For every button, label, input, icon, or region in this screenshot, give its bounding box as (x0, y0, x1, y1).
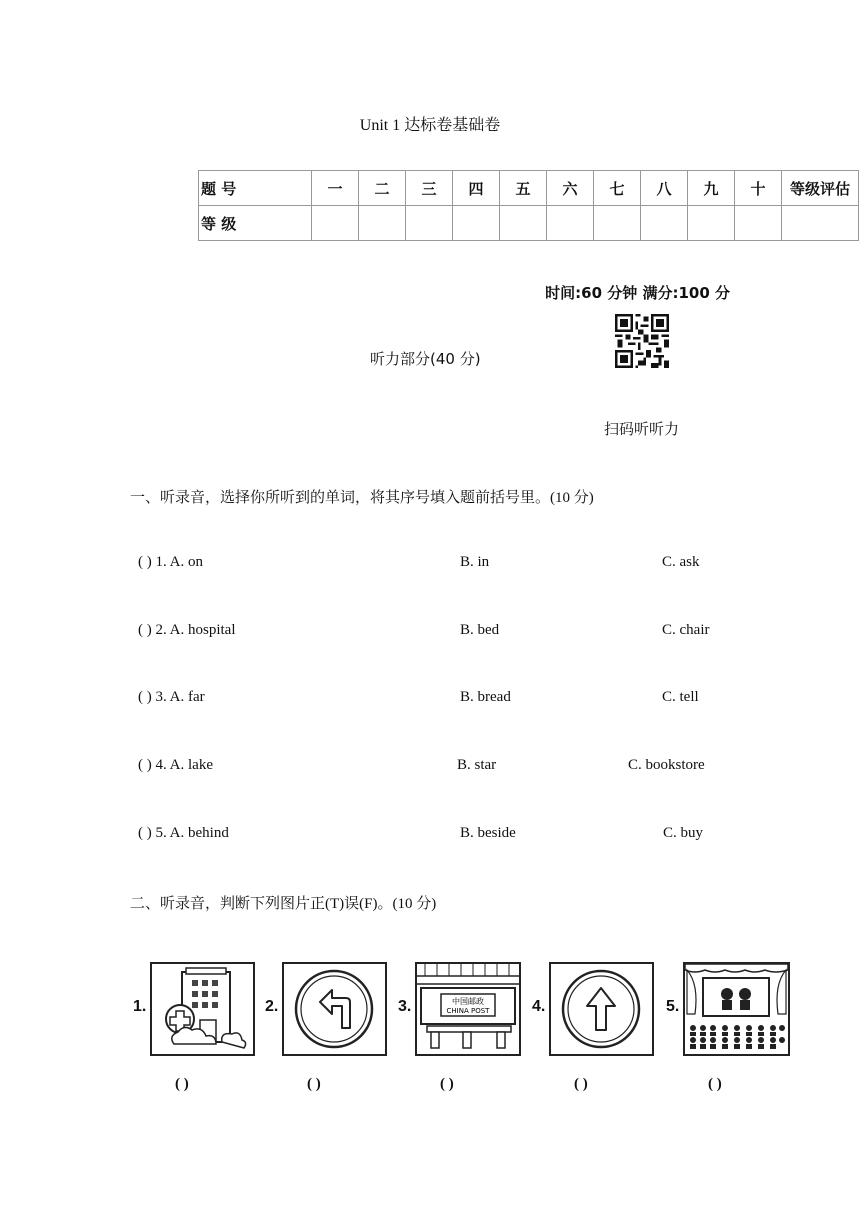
question-1-option-b: B. in (460, 554, 490, 570)
time-info: 时间:60 分钟 满分:100 分 (545, 284, 730, 302)
grade-table (198, 170, 859, 241)
picture-5-answer-blank[interactable]: ( ) (708, 1076, 722, 1092)
picture-2-number: 2. (265, 998, 279, 1015)
question-2-option-b: B. bed (460, 622, 500, 638)
grade-cell[interactable] (359, 206, 406, 241)
question-4-option-c: C. bookstore (628, 757, 705, 773)
grade-cell[interactable] (500, 206, 547, 241)
question-1-option-c: C. ask (662, 554, 700, 570)
column-9: 九 (688, 171, 735, 206)
column-3: 三 (406, 171, 453, 206)
picture-5-number: 5. (666, 998, 680, 1015)
picture-3-number: 3. (398, 998, 412, 1015)
post-office-sign-cn: 中国邮政 (452, 997, 484, 1006)
column-4: 四 (453, 171, 500, 206)
grade-cell[interactable] (312, 206, 359, 241)
picture-4-number: 4. (532, 998, 546, 1015)
go-straight-sign-icon (549, 962, 654, 1056)
grade-cell[interactable] (641, 206, 688, 241)
question-4-option-b: B. star (457, 757, 497, 773)
turn-left-sign-icon (282, 962, 387, 1056)
grade-cell[interactable] (406, 206, 453, 241)
column-6: 六 (547, 171, 594, 206)
post-office-icon (415, 962, 521, 1056)
cinema-icon (683, 962, 790, 1056)
picture-3-answer-blank[interactable]: ( ) (440, 1076, 454, 1092)
grade-table-header-row (199, 171, 859, 206)
picture-4-answer-blank[interactable]: ( ) (574, 1076, 588, 1092)
grade-eval-label: 等级评估 (782, 171, 859, 206)
question-5-option-b: B. beside (460, 825, 516, 841)
column-5: 五 (500, 171, 547, 206)
grade-table-grade-row (199, 206, 859, 241)
grade-cell[interactable] (594, 206, 641, 241)
section1-heading: 一、听录音，选择你所听到的单词，将其序号填入题前括号里。(10 分) (130, 490, 594, 506)
question-2-option-a: ( ) 2. A. hospital (138, 622, 236, 638)
column-8: 八 (641, 171, 688, 206)
picture-1-number: 1. (133, 998, 147, 1015)
scan-label: 扫码听听力 (604, 420, 680, 438)
picture-2-answer-blank[interactable]: ( ) (307, 1076, 321, 1092)
question-2-option-c: C. chair (662, 622, 710, 638)
question-number-label: 题 号 (199, 171, 312, 206)
question-3-option-b: B. bread (460, 689, 511, 705)
page-title: Unit 1 达标卷基础卷 (359, 117, 501, 134)
grade-cell[interactable] (453, 206, 500, 241)
column-1: 一 (312, 171, 359, 206)
question-4-option-a: ( ) 4. A. lake (138, 757, 213, 773)
question-3-option-c: C. tell (662, 689, 699, 705)
grade-cell[interactable] (547, 206, 594, 241)
question-3-option-a: ( ) 3. A. far (138, 689, 205, 705)
qr-code-icon[interactable] (615, 314, 669, 368)
question-1-option-a: ( ) 1. A. on (138, 554, 203, 570)
grade-label: 等 级 (199, 206, 312, 241)
listening-header: 听力部分(40 分) (370, 350, 481, 368)
post-office-sign-en: CHINA POST (446, 1007, 490, 1015)
column-7: 七 (594, 171, 641, 206)
column-10: 十 (735, 171, 782, 206)
grade-cell[interactable] (782, 206, 859, 241)
grade-cell[interactable] (688, 206, 735, 241)
question-5-option-c: C. buy (663, 825, 704, 841)
section2-heading: 二、听录音，判断下列图片正(T)误(F)。(10 分) (130, 896, 437, 912)
column-2: 二 (359, 171, 406, 206)
picture-1-answer-blank[interactable]: ( ) (175, 1076, 189, 1092)
grade-cell[interactable] (735, 206, 782, 241)
hospital-icon (150, 962, 255, 1056)
question-5-option-a: ( ) 5. A. behind (138, 825, 229, 841)
